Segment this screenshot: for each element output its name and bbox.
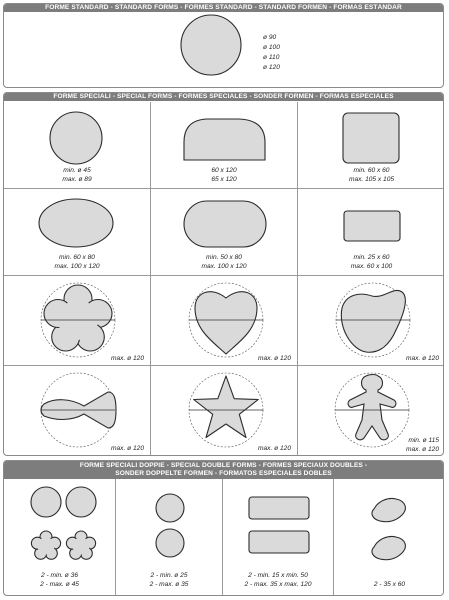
freeform-icon bbox=[298, 276, 444, 366]
special-form-cell bbox=[298, 102, 444, 189]
standard-sizes-list bbox=[263, 33, 280, 73]
special-form-cell bbox=[151, 276, 298, 366]
special-form-cell bbox=[151, 366, 298, 456]
size-min: 60 x 120 bbox=[211, 167, 237, 174]
size-label: 2 - 35 x 60 bbox=[373, 581, 406, 588]
star-icon bbox=[151, 366, 298, 456]
size-max: 2 - max. ø 35 bbox=[149, 581, 189, 588]
size-min: 2 - min. 15 x min. 50 bbox=[248, 572, 308, 579]
special-form-cell bbox=[298, 276, 444, 366]
special-form-cell bbox=[298, 189, 444, 276]
double-forms-header-line1: FORME SPECIALI DOPPIE - SPECIAL DOUBLE FORMS - FORMES SPECIAUX DOUBLES - bbox=[4, 461, 443, 470]
special-form-cell bbox=[298, 366, 444, 456]
size-max: 2 - max. ø 45 bbox=[40, 581, 79, 588]
standard-size: ø 90 bbox=[263, 34, 277, 41]
special-forms-section bbox=[3, 92, 444, 456]
size-max: max. ø 120 bbox=[111, 355, 144, 362]
size-min: min. ø 45 bbox=[63, 167, 91, 174]
size-min: min. 60 x 80 bbox=[59, 254, 95, 261]
size-max: 65 x 120 bbox=[211, 176, 237, 183]
size-min: min. 25 x 60 bbox=[353, 254, 390, 261]
size-max: max. 60 x 100 bbox=[350, 263, 393, 270]
standard-size: ø 110 bbox=[263, 54, 280, 61]
size-max: max. ø 89 bbox=[62, 176, 92, 183]
standard-forms-header: FORME STANDARD - STANDARD FORMS - FORMES STANDARD - STANDARD FORMEN - FORMAS ESTÁNDAR bbox=[4, 4, 443, 12]
double-form-cell bbox=[334, 479, 444, 596]
fish-icon bbox=[4, 366, 151, 456]
standard-forms-section bbox=[3, 3, 444, 88]
size-min: min. 50 x 80 bbox=[206, 254, 242, 261]
special-form-cell bbox=[151, 189, 298, 276]
size-min: min. ø 115 bbox=[408, 437, 439, 444]
special-forms-header: FORME SPECIALI - SPECIAL FORMS - FORMES SPECIALES - SONDER FORMEN - FORMAS ESPECIALES bbox=[4, 93, 443, 101]
size-max: max. 100 x 120 bbox=[54, 263, 100, 270]
size-max: max. ø 120 bbox=[406, 446, 439, 453]
size-max: 2 - max. 35 x max. 120 bbox=[244, 581, 312, 588]
size-max: max. 100 x 120 bbox=[201, 263, 247, 270]
standard-circle-icon bbox=[4, 4, 444, 84]
special-form-cell bbox=[151, 102, 298, 189]
size-max: max. ø 120 bbox=[258, 445, 291, 452]
size-min: 2 - min. ø 36 bbox=[40, 572, 78, 579]
heart-icon bbox=[151, 276, 298, 366]
size-max: max. ø 120 bbox=[258, 355, 291, 362]
standard-size: ø 100 bbox=[263, 44, 280, 51]
flower-icon bbox=[4, 276, 151, 366]
size-max: max. ø 120 bbox=[406, 355, 439, 362]
double-forms-header-line2: SONDER DOPPELTE FORMEN - FORMATOS ESPECIALES DOBLES bbox=[4, 470, 443, 479]
double-form-cell bbox=[116, 479, 223, 596]
special-form-cell bbox=[4, 276, 151, 366]
double-forms-section bbox=[3, 460, 444, 596]
special-form-cell bbox=[4, 102, 151, 189]
standard-size: ø 120 bbox=[263, 64, 280, 71]
double-form-cell bbox=[223, 479, 334, 596]
special-form-cell bbox=[4, 189, 151, 276]
size-min: min. 60 x 60 bbox=[353, 167, 390, 174]
size-max: max. ø 120 bbox=[111, 445, 144, 452]
size-max: max. 105 x 105 bbox=[348, 176, 395, 183]
double-form-cell bbox=[4, 479, 116, 596]
special-form-cell bbox=[4, 366, 151, 456]
size-min: 2 - min. ø 25 bbox=[150, 572, 188, 579]
double-freeform-icon bbox=[334, 479, 444, 596]
